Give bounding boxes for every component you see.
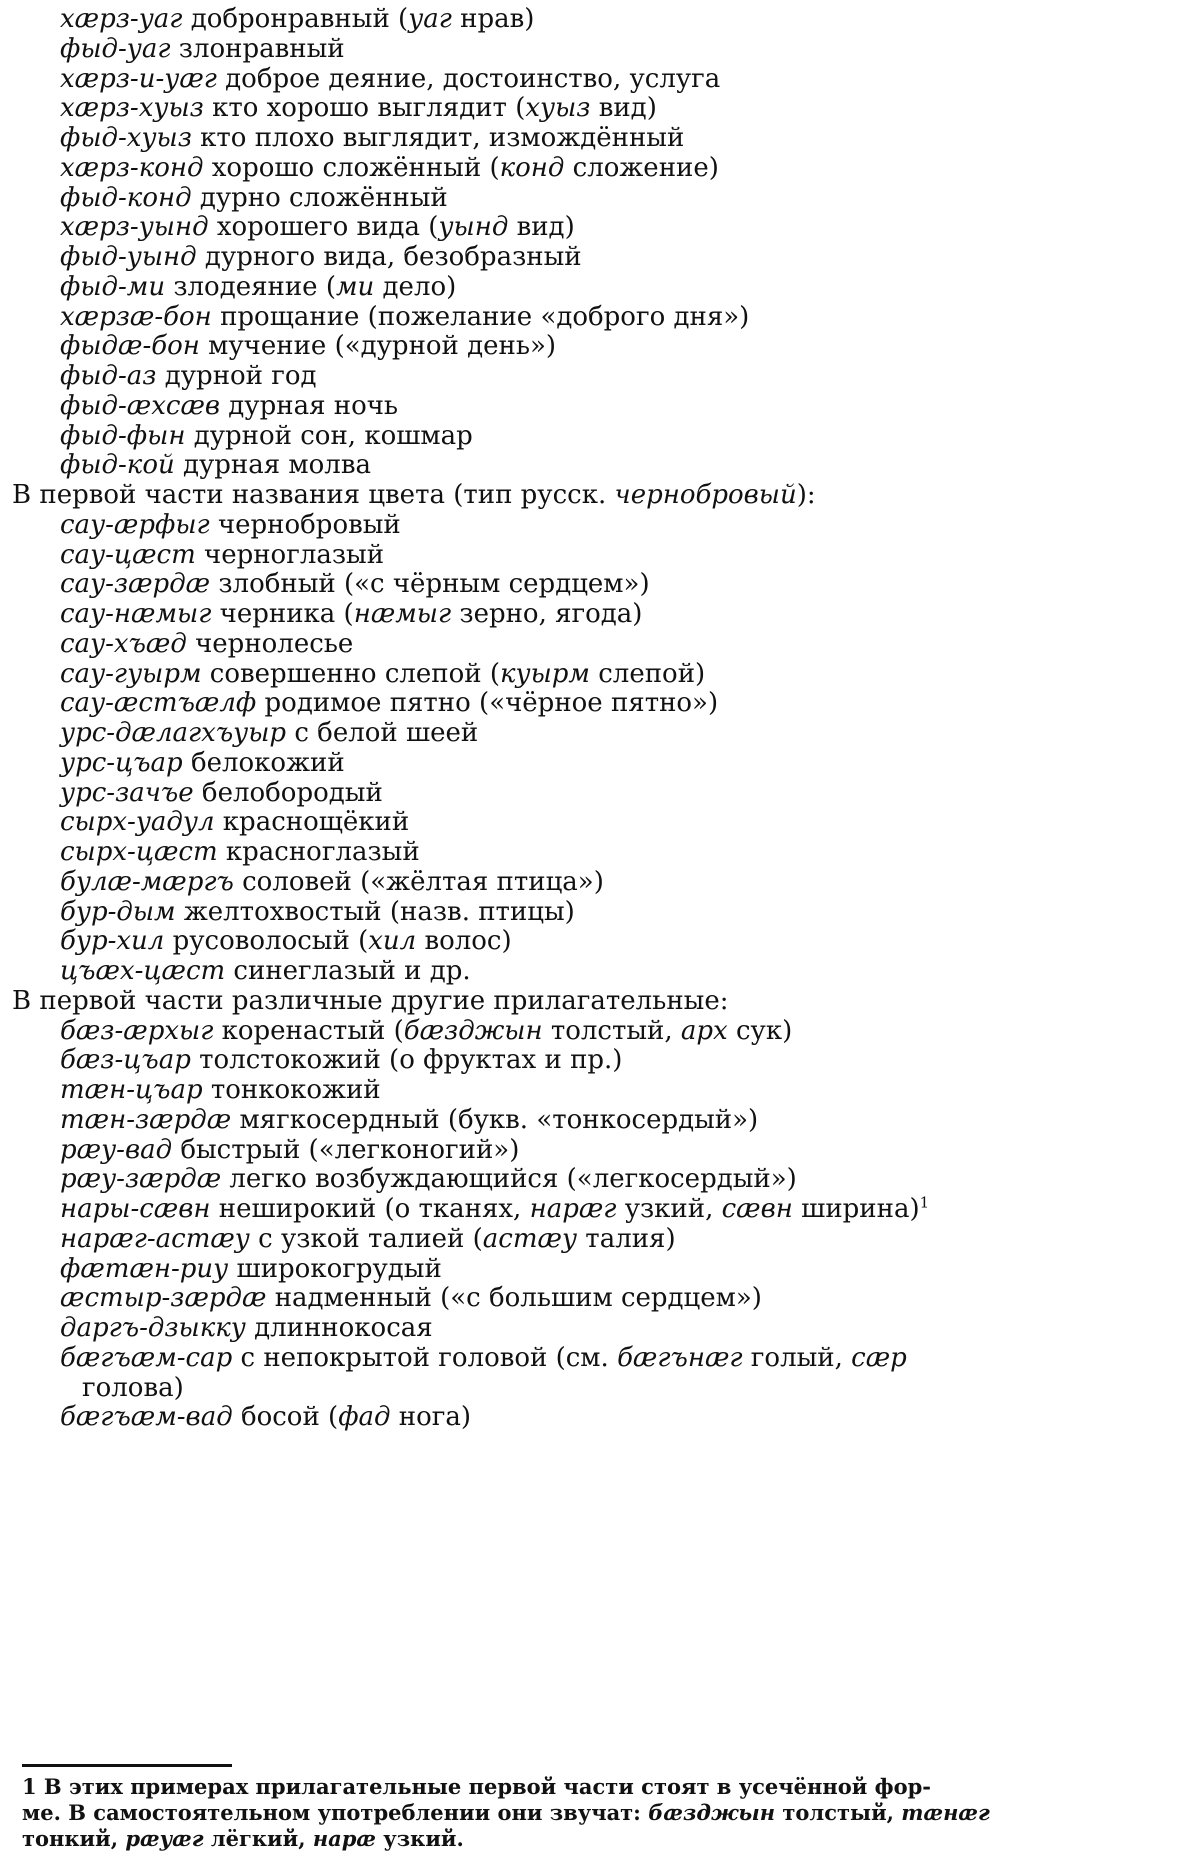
entry-line (60, 837, 420, 867)
entry-line (60, 1105, 758, 1135)
entry-term: фыдæ-бон (60, 331, 200, 362)
footnote-text: лёгкий, (203, 1826, 313, 1851)
entry-gloss: слепой) (589, 658, 706, 689)
entry-gloss: В первой части названия цвета (тип русск. (12, 480, 615, 510)
footnote-text: толстый, (775, 1800, 902, 1825)
entry-term: бур-дым (60, 896, 176, 927)
entry-gloss: с непокрытой головой (см. (240, 1342, 618, 1373)
entry-line (60, 688, 718, 718)
entry-term: фыд-кой (60, 450, 175, 481)
entry-gloss: сук) (727, 1015, 793, 1046)
entry-line (60, 1075, 381, 1105)
italic-word: арх (680, 1015, 728, 1046)
entry-gloss: ширина) (792, 1194, 920, 1224)
entry-gloss: ): (796, 480, 816, 510)
entry-line (60, 807, 409, 837)
entry-gloss: мучение («дурной день») (208, 331, 557, 362)
entry-term: цъæх-цæст (60, 956, 226, 986)
entry-term: урс-зачъе (60, 777, 194, 808)
entry-gloss: чернобровый (217, 509, 401, 540)
section-heading (12, 480, 816, 510)
entry-gloss: волос) (416, 926, 512, 957)
entry-gloss: узкий, (616, 1194, 722, 1224)
entry-term: æстыр-зæрдæ (60, 1283, 267, 1314)
entry-term: фыд-фын (60, 420, 186, 451)
entry-gloss: зерно, ягода) (451, 599, 643, 629)
footnote-text: тонкий, (22, 1826, 126, 1851)
entry-gloss: хорошо сложённый ( (211, 152, 500, 183)
entry-gloss: неширокий (о тканях, (218, 1194, 530, 1224)
entry-gloss: красноглазый (225, 837, 420, 867)
entry-gloss: талия) (577, 1223, 676, 1254)
entry-line (60, 1016, 792, 1046)
entry-gloss: длиннокосая (254, 1313, 433, 1343)
entry-term: сау-зæрдæ (60, 569, 211, 600)
entry-line (60, 1045, 622, 1075)
footnote-line (22, 1800, 1192, 1826)
entry-gloss: совершенно слепой ( (209, 658, 500, 689)
entry-term: хæрз-уаг (60, 4, 183, 34)
entry-term: фыд-конд (60, 182, 192, 213)
entry-term: хæрз-конд (60, 152, 204, 183)
entry-line (60, 331, 556, 361)
italic-word: бæзджын (403, 1015, 543, 1046)
italic-word: нарæг (529, 1194, 617, 1224)
entry-gloss: прощание (пожелание «доброго дня») (220, 301, 750, 332)
entry-gloss: вид) (590, 93, 657, 124)
entry-gloss: дурная молва (182, 450, 371, 481)
entry-term: урс-дæлагхъуыр (60, 718, 287, 748)
entry-line (60, 391, 398, 421)
italic-word: сæвн (721, 1194, 793, 1224)
entry-line (60, 599, 642, 629)
italic-word: фад (338, 1402, 391, 1433)
italic-word: тæнæг (901, 1800, 990, 1825)
entry-line (60, 361, 317, 391)
entry-gloss: дурной год (164, 361, 317, 391)
entry-line (60, 93, 657, 123)
entry-line (60, 1402, 471, 1432)
entry-line (60, 272, 456, 302)
entry-line (60, 34, 345, 64)
entry-gloss: чернолесье (195, 628, 354, 659)
entry-gloss: доброе деяние, достоинство, услуга (225, 63, 721, 94)
entry-gloss: черноглазый (204, 539, 385, 570)
entry-gloss: дурная ночь (228, 390, 399, 421)
entry-line (60, 778, 383, 808)
italic-word: сæр (851, 1342, 907, 1373)
entry-line (60, 302, 749, 332)
entry-line (60, 64, 720, 94)
italic-word: куырм (500, 658, 590, 689)
entry-gloss: злонравный (178, 33, 345, 64)
entry-term: тæн-зæрдæ (60, 1104, 232, 1135)
entry-term: хæрзæ-бон (60, 301, 212, 332)
entry-gloss: сложение) (564, 152, 719, 183)
entry-term: нары-сæвн (60, 1194, 211, 1224)
entry-term: фыд-хуыз (60, 123, 192, 153)
footnote-text: ме. В самостоятельном употреблении они звучат: (22, 1800, 649, 1825)
entry-gloss: В первой части различные другие прилагательные: (12, 985, 729, 1016)
entry-term: хæрз-хуыз (60, 93, 204, 124)
entry-line (60, 1194, 929, 1224)
entry-gloss: надменный («с большим сердцем») (274, 1283, 762, 1314)
entry-term: хæрз-и-уæг (60, 63, 217, 94)
entry-line (60, 153, 719, 183)
entry-gloss: соловей («жёлтая птица») (242, 866, 604, 897)
entry-term: рæу-вад (60, 1134, 173, 1165)
entry-term: сау-æстъæлф (60, 688, 257, 719)
entry-gloss: добронравный ( (190, 4, 409, 34)
entry-gloss: черника ( (219, 599, 354, 629)
entry-term: сау-æрфыг (60, 509, 210, 540)
entry-gloss: тонкокожий (210, 1075, 381, 1105)
entry-gloss: кто хорошо выглядит ( (212, 93, 526, 124)
entry-line (60, 183, 448, 213)
entry-term: фæтæн-риу (60, 1253, 229, 1284)
entry-gloss: кто плохо выглядит, измождённый (200, 123, 685, 153)
entry-line (60, 1254, 442, 1284)
entry-line (60, 569, 650, 599)
italic-word: хуыз (525, 93, 591, 124)
entry-line (60, 1164, 797, 1194)
entry-line (60, 718, 478, 748)
entry-line (60, 212, 575, 242)
entry-line (60, 450, 371, 480)
entry-term: сырх-уадул (60, 807, 215, 838)
entry-term: фыд-уынд (60, 242, 197, 272)
entry-line (60, 1343, 907, 1373)
italic-word: чернобровый (614, 480, 797, 510)
entry-gloss: нрав) (451, 4, 535, 34)
section-heading (12, 986, 729, 1016)
entry-line (60, 242, 582, 272)
entry-gloss: злодеяние ( (173, 271, 336, 302)
entry-gloss: с узкой талией ( (258, 1223, 483, 1254)
entry-gloss: голова) (82, 1372, 184, 1403)
italic-word: бæгънæг (617, 1342, 743, 1373)
italic-word: ми (335, 271, 375, 302)
entry-term: урс-цъар (60, 747, 183, 778)
entry-term: бæгъæм-сар (60, 1342, 233, 1373)
entry-term: даргъ-дзыкку (60, 1313, 246, 1343)
italic-word: бæзджын (648, 1800, 776, 1825)
entry-gloss: синеглазый и др. (233, 956, 471, 986)
entry-line (60, 956, 471, 986)
entry-gloss: босой ( (240, 1402, 339, 1433)
entry-gloss: родимое пятно («чёрное пятно») (264, 688, 719, 719)
entry-gloss: голый, (742, 1342, 852, 1373)
entry-term: сау-цæст (60, 539, 196, 570)
entry-gloss: дурного вида, безобразный (204, 242, 582, 272)
entry-gloss: хорошего вида ( (216, 212, 439, 243)
entry-gloss: мягкосердный (букв. «тонкосердый») (239, 1104, 759, 1135)
entry-term: рæу-зæрдæ (60, 1164, 222, 1195)
footnote-line (22, 1774, 1192, 1800)
entry-line (60, 4, 534, 34)
footnote-text: узкий. (376, 1826, 464, 1851)
footnote-line (22, 1826, 1192, 1852)
footnote-ref: 1 (919, 1193, 930, 1212)
italic-word: уаг (408, 4, 452, 34)
entry-term: сау-хъæд (60, 628, 187, 659)
entry-gloss: коренастый ( (221, 1015, 404, 1046)
entry-gloss: нога) (390, 1402, 472, 1433)
entry-line (60, 123, 684, 153)
entry-gloss: толстокожий (о фруктах и пр.) (199, 1045, 623, 1076)
italic-word: нарæ (312, 1826, 376, 1851)
entry-line (60, 421, 473, 451)
italic-word: хил (368, 926, 417, 957)
entry-term: фыд-ми (60, 271, 166, 302)
entry-gloss: дело) (374, 271, 457, 302)
entry-gloss: легко возбуждающийся («легкосердый») (229, 1164, 797, 1195)
entry-term: бæгъæм-вад (60, 1402, 233, 1433)
entry-line (60, 629, 353, 659)
entry-gloss: белокожий (190, 747, 345, 778)
entry-line (60, 659, 705, 689)
entry-gloss: вид) (508, 212, 575, 243)
entry-term: бæз-æрхыг (60, 1015, 214, 1046)
entry-term: хæрз-уынд (60, 212, 209, 243)
entry-line (60, 748, 345, 778)
entry-term: бæз-цъар (60, 1045, 191, 1076)
entry-gloss: дурной сон, кошмар (193, 420, 473, 451)
italic-word: конд (499, 152, 565, 183)
entry-term: сау-гуырм (60, 658, 202, 689)
italic-word: уынд (438, 212, 509, 243)
entry-gloss: краснощёкий (222, 807, 410, 838)
entry-term: фыд-æхсæв (60, 390, 221, 421)
entry-line (60, 1313, 433, 1343)
entry-line (60, 897, 575, 927)
entry-gloss: широкогрудый (236, 1253, 442, 1284)
entry-term: фыд-аз (60, 361, 157, 391)
entry-gloss: толстый, (542, 1015, 681, 1046)
entry-gloss: злобный («с чёрным сердцем») (218, 569, 650, 600)
entry-term: тæн-цъар (60, 1075, 203, 1105)
entry-line (60, 1135, 519, 1165)
italic-word: нæмыг (353, 599, 452, 629)
entry-continuation (82, 1373, 184, 1403)
entry-line (60, 540, 384, 570)
entry-line (60, 1283, 762, 1313)
entry-gloss: желтохвостый (назв. птицы) (183, 896, 575, 927)
entry-gloss: русоволосый ( (172, 926, 369, 957)
entry-gloss: быстрый («легконогий») (180, 1134, 520, 1165)
entry-term: нарæг-астæу (60, 1223, 250, 1254)
italic-word: астæу (482, 1223, 578, 1254)
entry-term: бур-хил (60, 926, 165, 957)
entry-line (60, 867, 604, 897)
footnote-text: 1 В этих примерах прилагательные первой части стоят в усечённой фор- (22, 1774, 931, 1799)
entry-term: сырх-цæст (60, 837, 218, 867)
italic-word: рæуæг (125, 1826, 204, 1851)
entry-term: фыд-уаг (60, 33, 171, 64)
entry-gloss: дурно сложённый (199, 182, 448, 213)
entry-line (60, 1224, 676, 1254)
entry-line (60, 926, 512, 956)
entry-gloss: с белой шеей (294, 718, 479, 748)
entry-line (60, 510, 401, 540)
footnote-separator (22, 1764, 232, 1767)
entry-term: сау-нæмыг (60, 599, 212, 629)
entry-term: булæ-мæргъ (60, 866, 234, 897)
entry-gloss: белобородый (201, 777, 383, 808)
